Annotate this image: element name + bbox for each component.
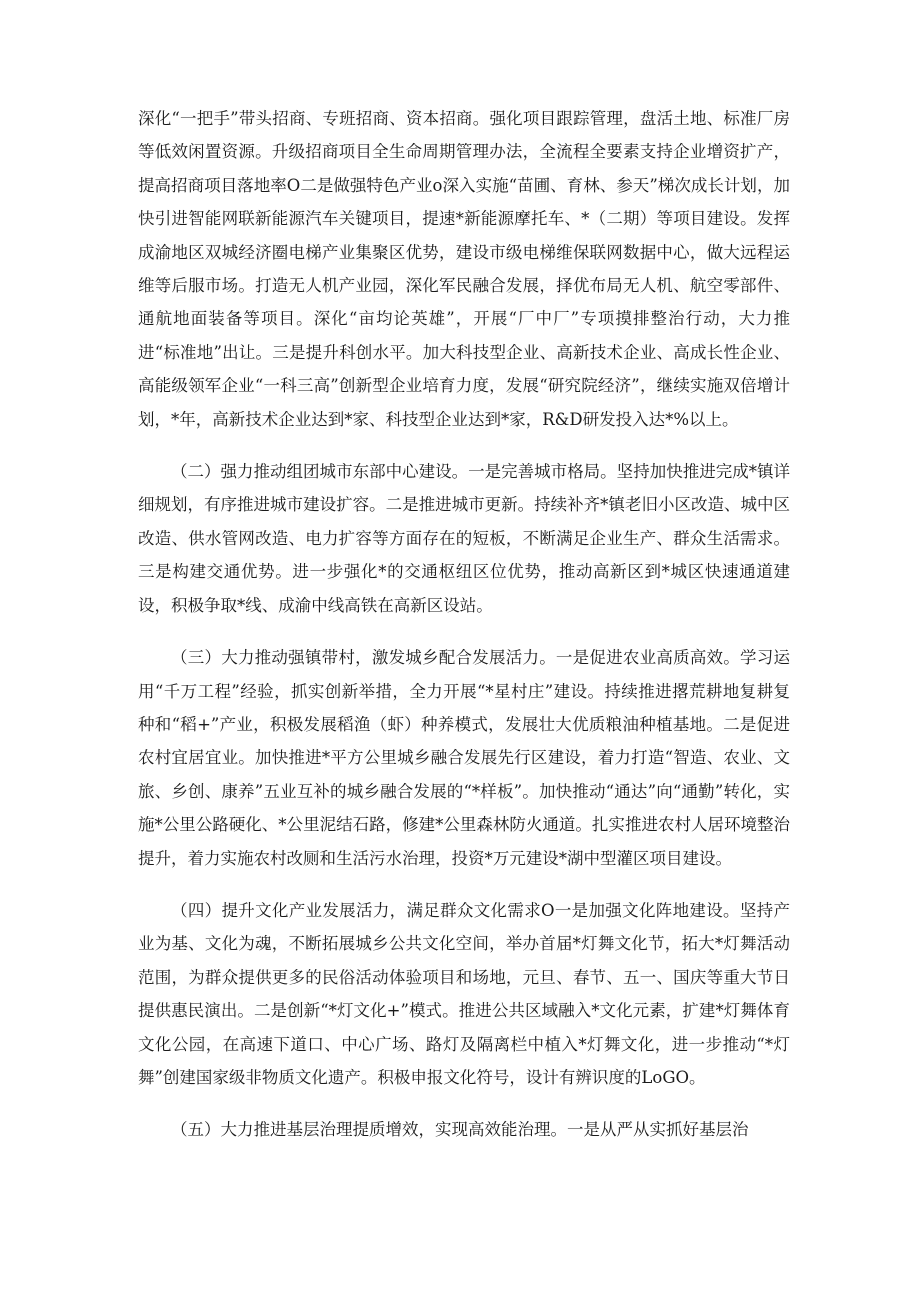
paragraph-rural-development: （三）大力推动强镇带村，激发城乡配合发展活力。一是促进农业高质高效。学习运用“千万工程”经验，抓实创新举措，全力开展“*星村庄”建设。持续推进撂荒耕地复耕复种和“稻+”产业，积极发展稻渔（虾）种养模式，发展壮大优质粮油种植基地。二是促进农村宜居宜业。加快推进*平方公里城乡融合发展先行区建设，着力打造“智造、农业、文旅、乡创、康养”五业互补的城乡融合发展的“*样板”。加快推动“通达”向“通勤”转化，实施*公里公路硬化、*公里泥结石路，修建*公里森林防火通道。扎实推进农村人居环境整治提升，着力实施农村改厕和生活污水治理，投资*万元建设*湖中型灌区项目建设。 xyxy=(138,648,790,868)
paragraph-investment: 深化“一把手”带头招商、专班招商、资本招商。强化项目跟踪管理，盘活土地、标准厂房等低效闲置资源。升级招商项目全生命周期管理办法，全流程全要素支持企业增资扩产，提高招商项目落地率O二是做强特色产业o深入实施“苗圃、育林、参天”梯次成长计划，加快引进智能网联新能源汽车关键项目，提速*新能源摩托车、*（二期）等项目建设。发挥成渝地区双城经济圈电梯产业集聚区优势，建设市级电梯维保联网数据中心，做大远程运维等后服市场。打造无人机产业园，深化军民融合发展，择优布局无人机、航空零部件、通航地面装备等项目。深化“亩均论英雄”，开展“厂中厂”专项摸排整治行动，大力推进“标准地”出让。三是提升科创水平。加大科技型企业、高新技术企业、高成长性企业、高能级领军企业“一科三高”创新型企业培育力度，发展“研究院经济”，继续实施双倍增计划，*年，高新技术企业达到*家、科技型企业达到*家，R&D研发投入达*%以上。 xyxy=(138,109,790,429)
paragraph-culture: （四）提升文化产业发展活力，满足群众文化需求O一是加强文化阵地建设。坚持产业为基、文化为魂，不断拓展城乡公共文化空间，举办首届*灯舞文化节，拓大*灯舞活动范围，为群众提供更多的民俗活动体验项目和场地，元旦、春节、五一、国庆等重大节日提供惠民演出。二是创新“*灯文化+”模式。推进公共区域融入*文化元素，扩建*灯舞体育文化公园，在高速下道口、中心广场、路灯及隔离栏中植入*灯舞文化，进一步推动“*灯舞”创建国家级非物质文化遗产。积极申报文化符号，设计有辨识度的LoGO。 xyxy=(138,900,790,1087)
document-body xyxy=(138,102,790,1166)
paragraph-governance: （五）大力推进基层治理提质增效，实现高效能治理。一是从严从实抓好基层治 xyxy=(171,1120,749,1140)
paragraph-urban-center: （二）强力推动组团城市东部中心建设。一是完善城市格局。坚持加快推进完成*镇详细规划，有序推进城市建设扩容。二是推进城市更新。持续补齐*镇老旧小区改造、城中区改造、供水管网改造、电力扩容等方面存在的短板，不断满足企业生产、群众生活需求。三是构建交通优势。进一步强化*的交通枢纽区位优势，推动高新区到*城区快速通道建设，积极争取*线、成渝中线高铁在高新区设站。 xyxy=(138,462,791,615)
